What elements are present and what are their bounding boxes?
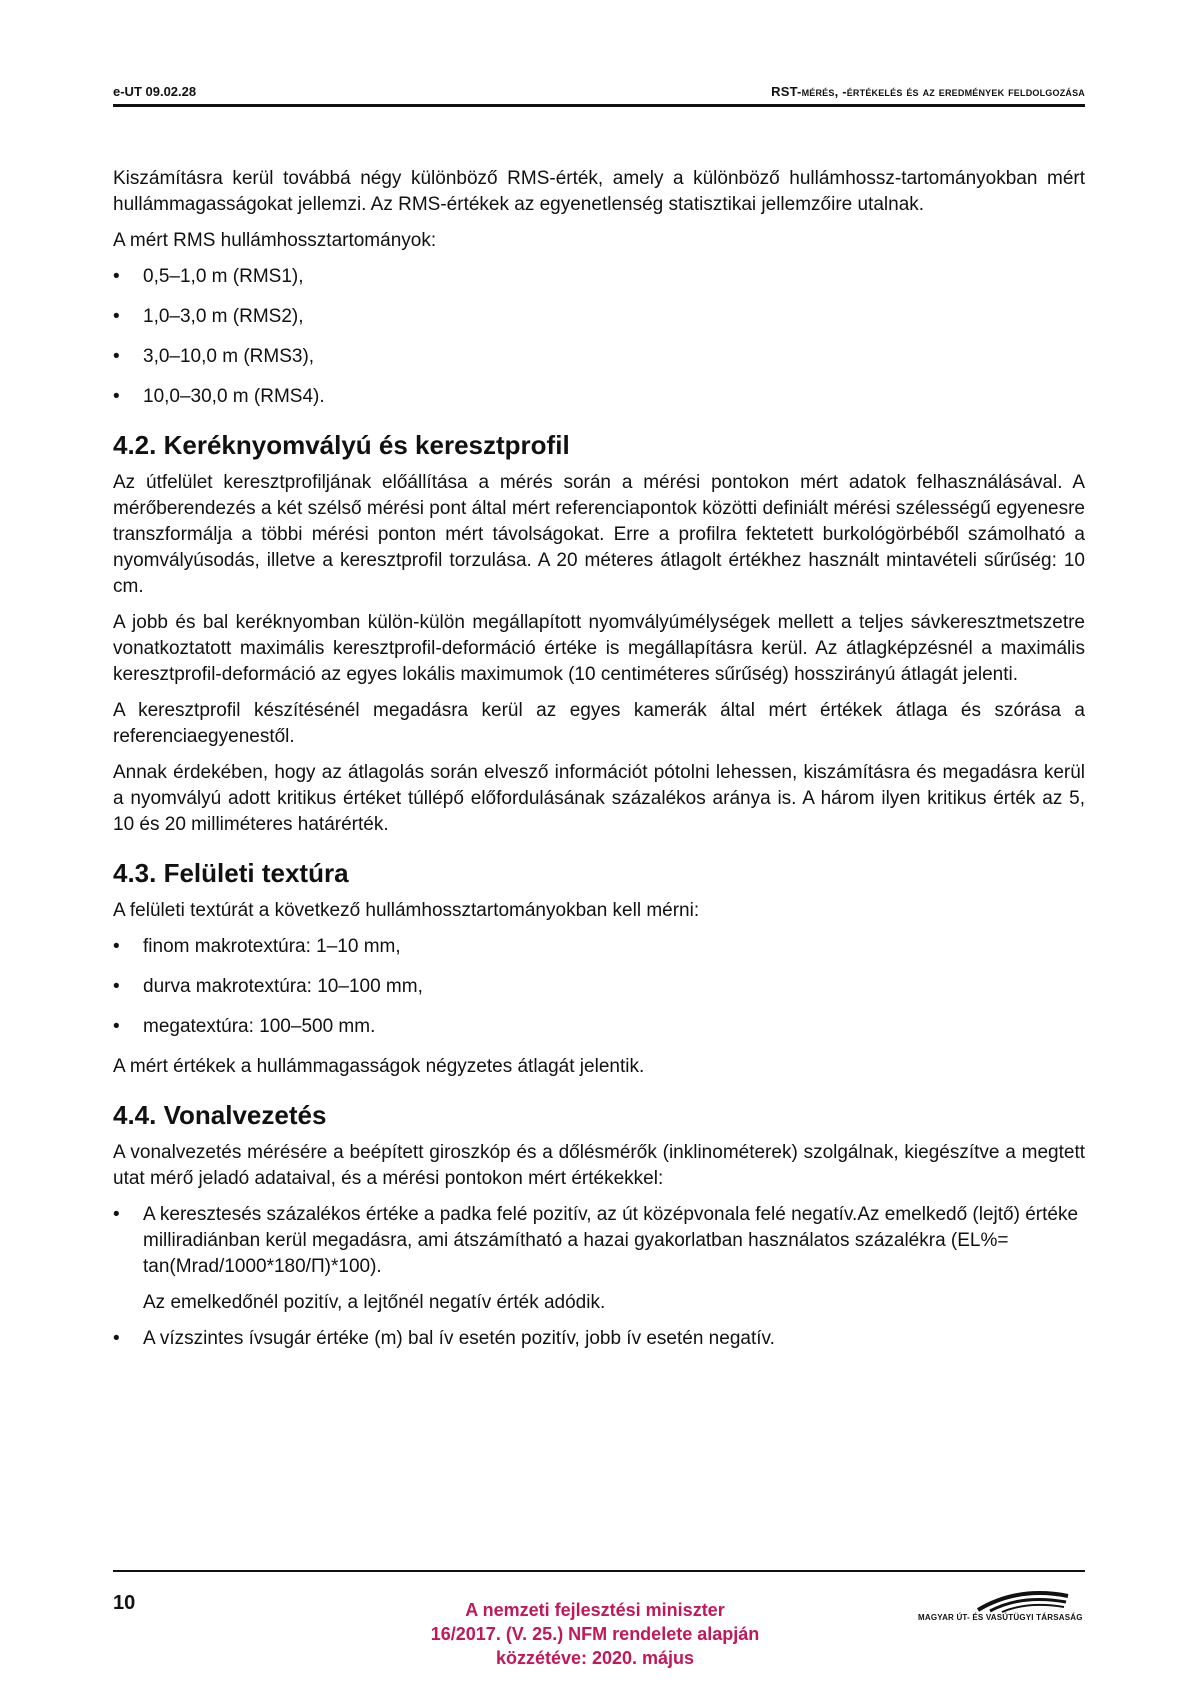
list-item: • 0,5–1,0 m (RMS1), [113,264,1085,290]
page-number: 10 [113,1592,136,1614]
rms-list-intro: A mért RMS hullámhossztartományok: [113,230,437,251]
document-code: e-UT 09.02.28 [113,84,197,99]
bullet-icon: • [113,266,120,287]
section-4-3-paragraph-1: A felületi textúrát a következő hullámhossztartományokban kell mérni: [113,900,700,921]
list-item: • 10,0–30,0 m (RMS4). [113,384,1085,410]
header-rule [113,104,1085,107]
society-logo: MAGYAR ÚT- ÉS VASÚTÜGYI TÁRSASÁG [918,1584,1086,1624]
section-4-2-paragraph-1: Az útfelület keresztprofiljának előállítása a mérés során a mérési pontokon mért adatok felhasználásával. A mérőberendezés a két szélső mérési pont által mért referenciapontok közötti definiált mérési szélességű egyenesre transzformálja a többi mérési ponton mért távolságokat. Erre a profilra fektetett burkológörbéből számolható a nyomvályúsodás, illetve a keresztprofil torzulása. A 20 méteres átlagolt értékhez használt mintavételi sűrűség: 10 cm. [113,472,1085,597]
section-4-2-paragraph-2: A jobb és bal keréknyomban külön-külön megállapított nyomvályúmélységek mellett a teljes sávkeresztmetszetre vonatkoztatott maximális keresztprofil-deformáció értéke is megállapításra kerül. Az átlagképzésnél a maximális keresztprofil-deformáció az egyes lokális maximumok (10 centiméteres sűrűség) hosszirányú átlagát jelenti. [113,612,1085,685]
rms-list [113,264,1085,410]
list-item: • megatextúra: 100–500 mm. [113,1014,1085,1040]
road-arc-icon [918,1584,1086,1614]
list-item: • A keresztesés százalékos értéke a padka felé pozitív, az út középvonala felé negatív.Az emelkedő (lejtő) értéke milliradiánban kerül megadásra, ami átszámítható a hazai gyakorlatban használatos százalékra (EL%= tan(Mrad/1000*180/Π)*100). Az emelkedőnél pozitív, a lejtőnél negatív érték adódik. [113,1202,1085,1316]
bullet-icon: • [113,386,120,407]
bullet-icon: • [113,1328,120,1349]
list-item: • A vízszintes ívsugár értéke (m) bal ív esetén pozitív, jobb ív esetén negatív. [113,1326,1085,1352]
running-title: RST-mérés, -értékelés és az eredmények feldolgozása [771,84,1085,99]
publication-notice: A nemzeti fejlesztési miniszter 16/2017. (V. 25.) NFM rendelete alapján közzétéve: 2020. május [430,1600,760,1668]
bullet-icon: • [113,936,120,957]
list-item: • durva makrotextúra: 10–100 mm, [113,974,1085,1000]
page-body [113,166,1085,1362]
section-heading-4-3: 4.3. Felületi textúra [113,858,349,888]
section-heading-4-2: 4.2. Keréknyomvályú és keresztprofil [113,430,570,460]
footer-rule [113,1570,1085,1572]
texture-list [113,934,1085,1040]
page-header [113,84,1085,104]
list-item-note: Az emelkedőnél pozitív, a lejtőnél negatív érték adódik. [143,1292,606,1313]
section-4-4-paragraph-1: A vonalvezetés mérésére a beépített giroszkóp és a dőlésmérők (inklinométerek) szolgálnak, kiegészítve a megtett utat mérő jeladó adataival, és a mérési pontokon mért értékekkel: [113,1142,1085,1189]
bullet-icon: • [113,306,120,327]
list-item: • 3,0–10,0 m (RMS3), [113,344,1085,370]
section-heading-4-4: 4.4. Vonalvezetés [113,1100,327,1130]
section-4-2-paragraph-3: A keresztprofil készítésénél megadásra kerül az egyes kamerák által mért értékek átlaga és szórása a referenciaegyenestől. [113,700,1085,747]
bullet-icon: • [113,1204,120,1225]
section-4-3-paragraph-2: A mért értékek a hullámmagasságok négyzetes átlagát jelentik. [113,1056,645,1077]
bullet-icon: • [113,346,120,367]
list-item: • 1,0–3,0 m (RMS2), [113,304,1085,330]
list-item: • finom makrotextúra: 1–10 mm, [113,934,1085,960]
section-4-2-paragraph-4: Annak érdekében, hogy az átlagolás során elvesző információt pótolni lehessen, kiszámításra és megadásra kerül a nyomvályú adott kritikus értéket túllépő előfordulásának százalékos aránya is. A három ilyen kritikus érték az 5, 10 és 20 milliméteres határérték. [113,762,1085,835]
bullet-icon: • [113,1016,120,1037]
bullet-icon: • [113,976,120,997]
alignment-list [113,1202,1085,1352]
intro-paragraph: Kiszámításra kerül továbbá négy különböző RMS-érték, amely a különböző hullámhossz-tartományokban mért hullámmagasságokat jellemzi. Az RMS-értékek az egyenetlenség statisztikai jellemzőire utalnak. [113,168,1085,215]
